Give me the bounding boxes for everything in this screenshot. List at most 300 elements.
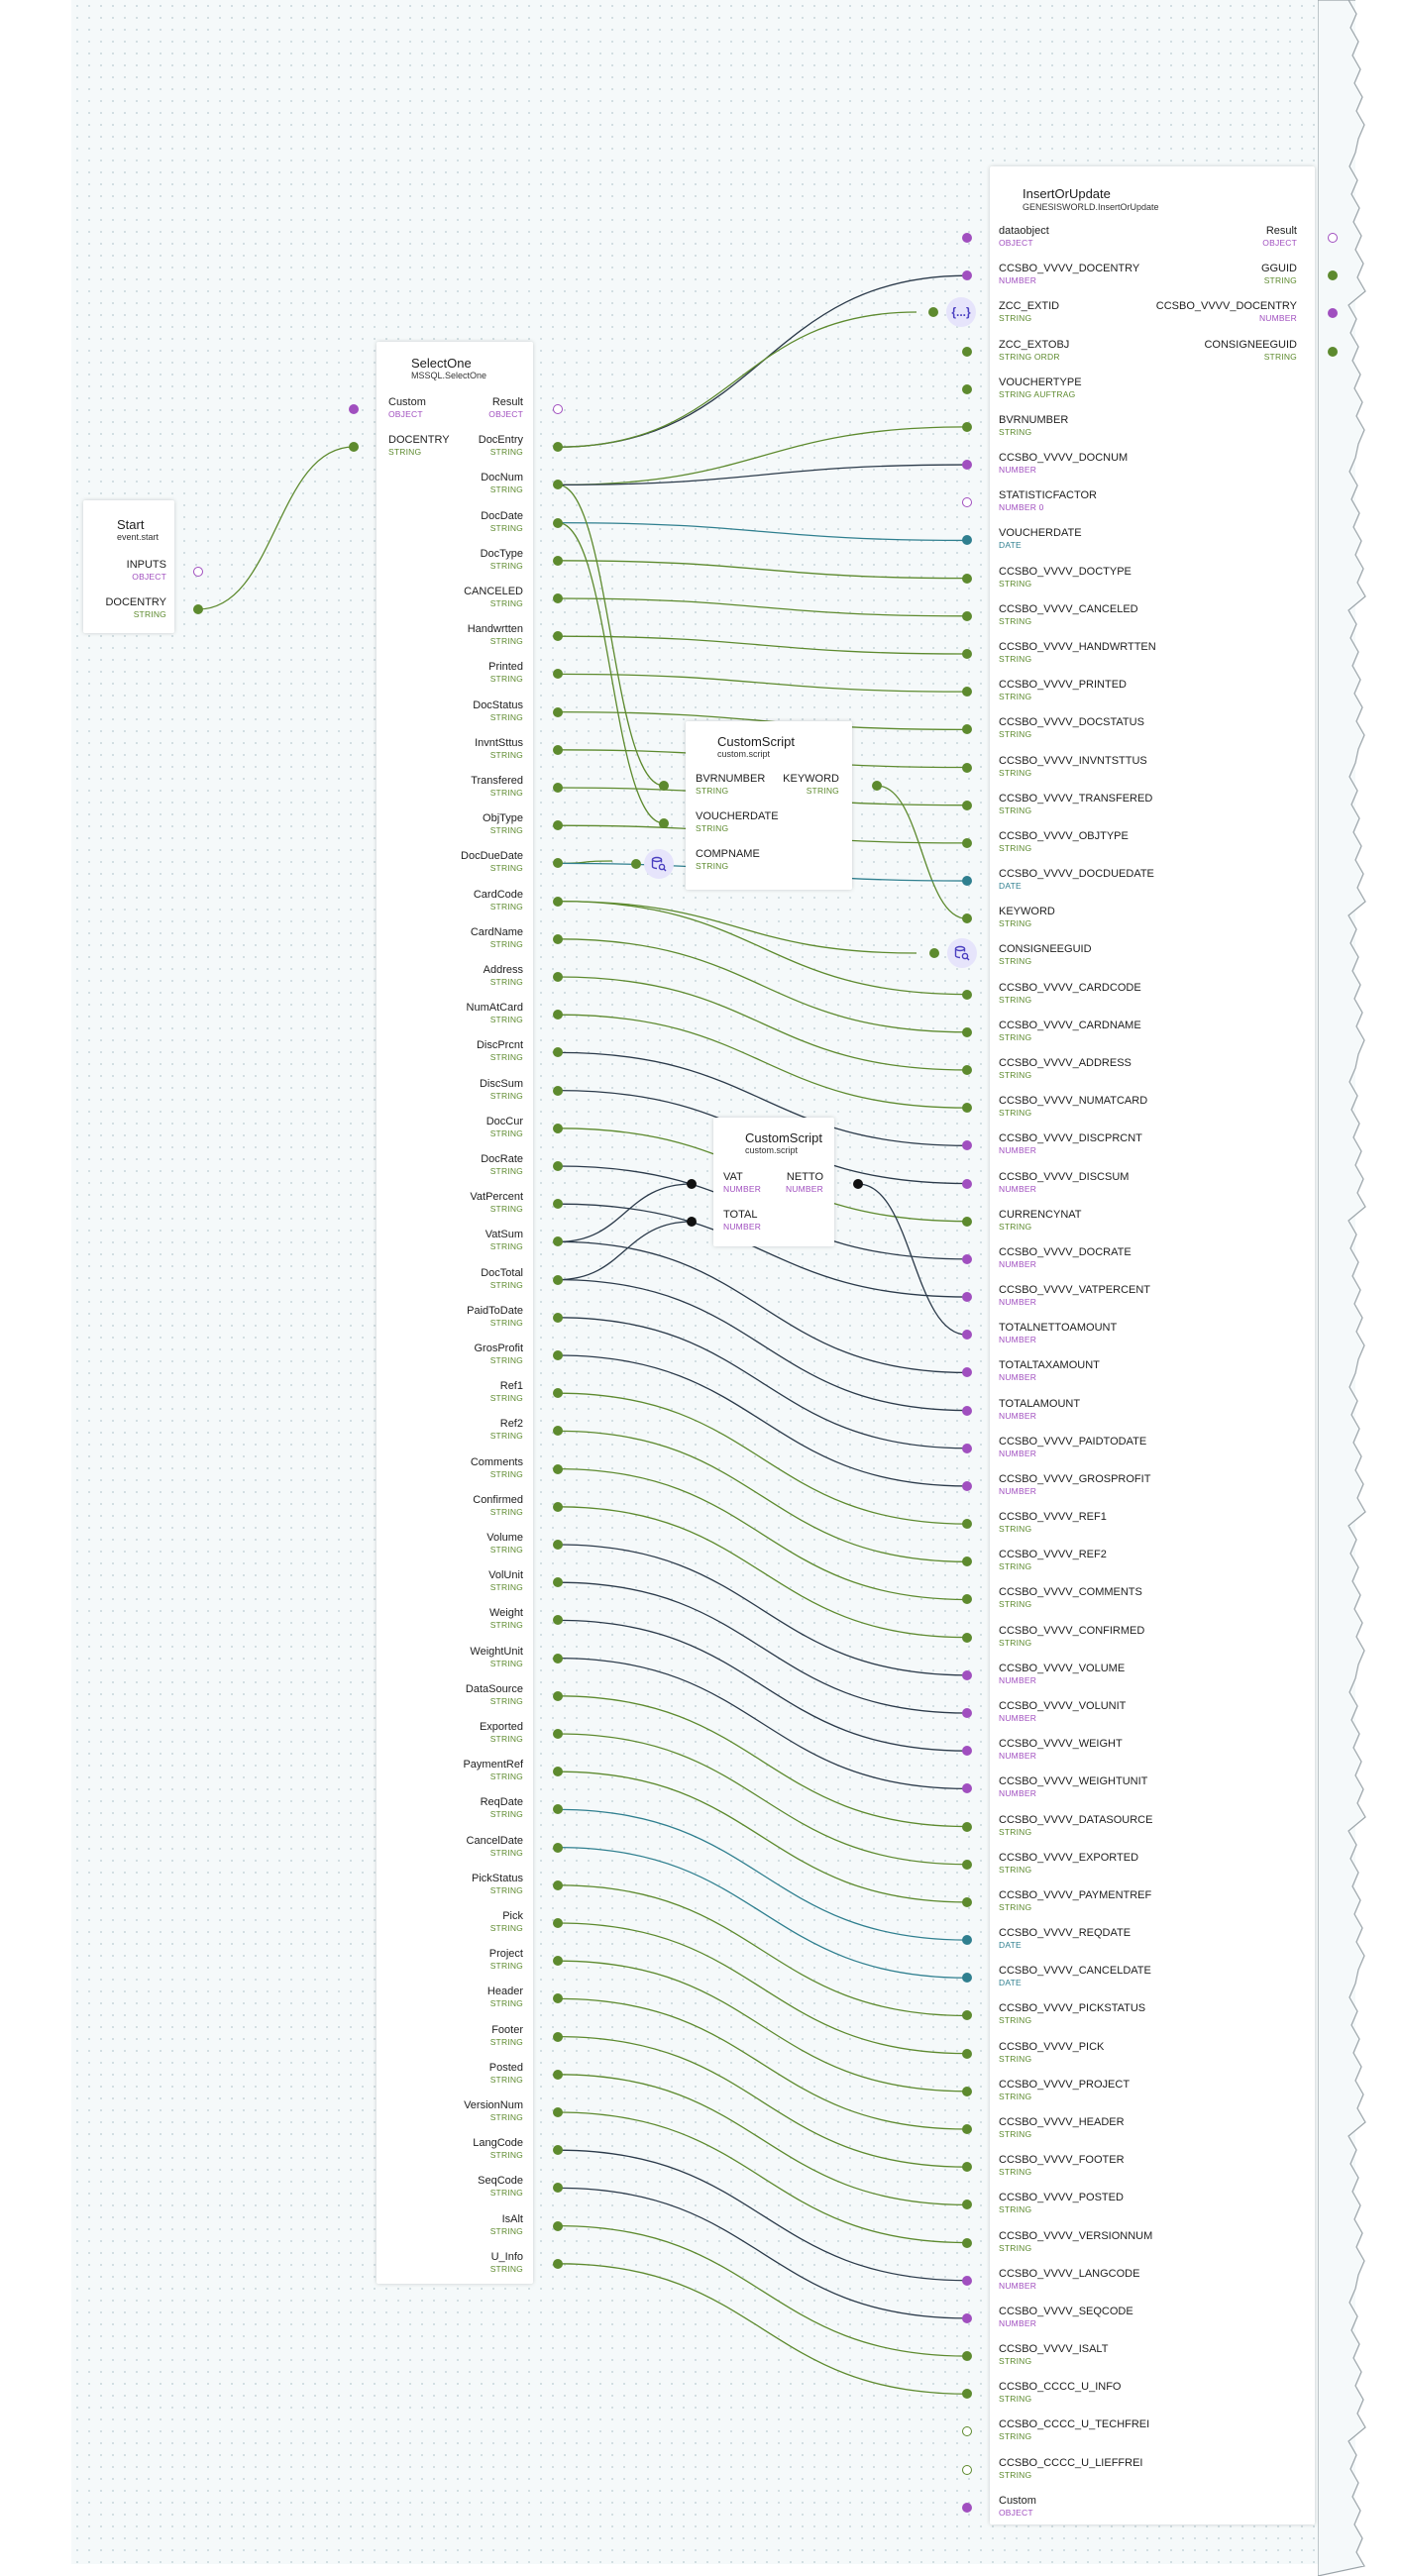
wire-doctype bbox=[558, 561, 967, 579]
port-handle-volume[interactable] bbox=[553, 1540, 563, 1550]
port-doctype bbox=[481, 548, 523, 572]
port-handle-discsum[interactable] bbox=[553, 1086, 563, 1096]
port-ccsbo-vvvv-isalt bbox=[999, 2343, 1108, 2367]
port-handle-keyword[interactable] bbox=[872, 781, 882, 791]
port-paidtodate bbox=[467, 1305, 523, 1329]
wire-posted bbox=[558, 2075, 967, 2205]
port-handle-doccur[interactable] bbox=[553, 1124, 563, 1133]
port-docentry bbox=[105, 596, 166, 620]
port-handle-consigneeguid[interactable] bbox=[1328, 347, 1338, 357]
port-docduedate bbox=[461, 850, 523, 874]
port-name: DocType bbox=[480, 547, 523, 560]
port-name: CCSBO_VVVV_VERSIONNUM bbox=[999, 2229, 1153, 2242]
port-ref2 bbox=[490, 1418, 523, 1442]
port-type: STRING bbox=[489, 636, 523, 647]
port-name: WeightUnit bbox=[470, 1645, 523, 1658]
port-type: STRING bbox=[489, 1771, 523, 1782]
port-name: CCSBO_VVVV_SEQCODE bbox=[999, 2305, 1133, 2317]
port-name: VatSum bbox=[485, 1229, 523, 1241]
port-name: CCSBO_VVVV_EXPORTED bbox=[999, 1851, 1139, 1864]
port-type: STRING bbox=[999, 767, 1032, 778]
port-handle-ccsbo-vvvv-handwrtten[interactable] bbox=[962, 649, 972, 659]
port-versionnum bbox=[464, 2099, 523, 2123]
port-handle-docdate[interactable] bbox=[553, 518, 563, 528]
port-handle-invntsttus[interactable] bbox=[553, 745, 563, 755]
port-type: OBJECT bbox=[132, 572, 166, 582]
port-project bbox=[489, 1948, 523, 1972]
port-name: CANCELED bbox=[464, 586, 523, 597]
port-type: STRING bbox=[999, 805, 1032, 815]
port-ccsbo-vvvv-weight bbox=[999, 1738, 1123, 1762]
port-handle-footer[interactable] bbox=[553, 2032, 563, 2042]
port-handle-ccsbo-vvvv-seqcode[interactable] bbox=[962, 2313, 972, 2323]
port-ccsbo-vvvv-invntsttus bbox=[999, 755, 1147, 779]
port-name: CCSBO_VVVV_ISALT bbox=[999, 2343, 1109, 2356]
port-name: CCSBO_VVVV_DOCDUEDATE bbox=[999, 868, 1154, 881]
port-ccsbo-vvvv-docnum bbox=[999, 452, 1128, 476]
port-handle-ccsbo-vvvv-cardname[interactable] bbox=[962, 1027, 972, 1037]
port-handle-paidtodate[interactable] bbox=[553, 1313, 563, 1323]
port-ccsbo-vvvv-docrate bbox=[999, 1246, 1132, 1270]
wire-ref2 bbox=[558, 1431, 967, 1561]
port-type: STRING bbox=[489, 1204, 523, 1215]
port-gguid bbox=[1261, 263, 1297, 286]
wire-totaltax bbox=[558, 1241, 967, 1372]
port-name: CCSBO_VVVV_CANCELED bbox=[999, 602, 1138, 615]
port-handle-result[interactable] bbox=[553, 404, 563, 414]
wire-vat bbox=[558, 1184, 692, 1241]
port-handle-address[interactable] bbox=[553, 972, 563, 982]
port-name: COMPNAME bbox=[696, 848, 760, 860]
port-ccsbo-vvvv-numatcard bbox=[999, 1095, 1147, 1119]
port-u-info bbox=[490, 2251, 523, 2275]
wire-isalt bbox=[558, 2226, 967, 2356]
port-handle-docrate[interactable] bbox=[553, 1161, 563, 1171]
port-type: NUMBER bbox=[999, 275, 1037, 286]
port-name: CCSBO_VVVV_PROJECT bbox=[999, 2078, 1131, 2091]
wire-zcc bbox=[558, 312, 917, 447]
port-docdate bbox=[481, 510, 523, 534]
port-name: VOUCHERDATE bbox=[696, 810, 779, 822]
port-handle-cardcode[interactable] bbox=[553, 897, 563, 907]
port-handle-ccsbo-vvvv-canceled[interactable] bbox=[962, 611, 972, 621]
port-ccsbo-vvvv-ref1 bbox=[999, 1511, 1107, 1535]
port-type: STRING bbox=[999, 1524, 1032, 1535]
port-handle-doctype[interactable] bbox=[553, 556, 563, 566]
port-statisticfactor bbox=[999, 489, 1097, 513]
port-handle-datasource[interactable] bbox=[553, 1691, 563, 1701]
port-handle-transfered[interactable] bbox=[553, 783, 563, 793]
wire-comments bbox=[558, 1469, 967, 1600]
port-type: STRING bbox=[489, 901, 523, 912]
port-name: VOUCHERTYPE bbox=[999, 376, 1082, 388]
port-name: BVRNUMBER bbox=[999, 413, 1069, 426]
port-netto bbox=[786, 1171, 823, 1195]
port-name: DocDate bbox=[481, 509, 523, 522]
port-canceldate bbox=[467, 1835, 523, 1859]
port-handle-weightunit[interactable] bbox=[553, 1654, 563, 1664]
port-handle-canceldate[interactable] bbox=[553, 1843, 563, 1853]
wire-weight bbox=[558, 1620, 967, 1751]
port-type: NUMBER bbox=[723, 1184, 762, 1194]
port-consigneeguid bbox=[999, 943, 1092, 967]
port-ccsbo-vvvv-paidtodate bbox=[999, 1436, 1146, 1459]
port-handle-versionnum[interactable] bbox=[553, 2107, 563, 2117]
port-ccsbo-vvvv-versionnum bbox=[999, 2230, 1152, 2254]
port-handle-ccsbo-vvvv-doctype[interactable] bbox=[962, 574, 972, 584]
wire-grosprofit bbox=[558, 1355, 967, 1486]
port-type: STRING bbox=[489, 674, 523, 685]
port-handle-ccsbo-vvvv-vatpercent[interactable] bbox=[962, 1292, 972, 1302]
port-name: CCSBO_VVVV_PAYMENTREF bbox=[999, 1888, 1152, 1901]
port-handle-comments[interactable] bbox=[553, 1464, 563, 1474]
port-ccsbo-vvvv-docentry bbox=[1156, 300, 1297, 324]
port-name: CCSBO_VVVV_COMMENTS bbox=[999, 1586, 1142, 1599]
port-type: STRING bbox=[489, 788, 523, 798]
port-name: CCSBO_VVVV_DOCENTRY bbox=[999, 263, 1140, 275]
port-handle-dataobject[interactable] bbox=[962, 233, 972, 243]
port-handle-voucherdate[interactable] bbox=[659, 818, 669, 828]
port-type: STRING bbox=[806, 786, 839, 796]
badge-port[interactable] bbox=[631, 859, 641, 869]
port-ccsbo-vvvv-reqdate bbox=[999, 1927, 1131, 1951]
port-ccsbo-vvvv-volume bbox=[999, 1663, 1125, 1686]
node-title: CustomScript bbox=[717, 734, 796, 749]
port-name: CCSBO_VVVV_INVNTSTTUS bbox=[999, 754, 1147, 767]
port-type: OBJECT bbox=[999, 2507, 1033, 2518]
port-pickstatus bbox=[472, 1873, 523, 1896]
port-type: NUMBER 0 bbox=[999, 502, 1044, 513]
port-type: STRING bbox=[489, 484, 523, 495]
port-type: DATE bbox=[999, 1978, 1022, 1988]
port-handle-ccsbo-vvvv-project[interactable] bbox=[962, 2087, 972, 2096]
wire-langcode bbox=[558, 2150, 967, 2281]
port-type: STRING bbox=[489, 447, 523, 458]
port-seqcode bbox=[478, 2175, 523, 2199]
port-name: Ref1 bbox=[499, 1380, 523, 1393]
port-type: STRING bbox=[999, 842, 1032, 853]
port-handle-docentry[interactable] bbox=[193, 604, 203, 614]
port-handle-docentry[interactable] bbox=[349, 442, 359, 452]
wire-volume bbox=[558, 1545, 967, 1675]
wire-paidtodate bbox=[558, 1318, 967, 1449]
port-name: VAT bbox=[723, 1171, 743, 1183]
port-type: STRING bbox=[999, 1561, 1032, 1572]
port-handle-vat[interactable] bbox=[687, 1179, 697, 1189]
port-type: STRING bbox=[489, 1127, 523, 1138]
port-handle-ccsbo-vvvv-docduedate[interactable] bbox=[962, 876, 972, 886]
port-handle-totalamount[interactable] bbox=[962, 1406, 972, 1416]
node-script2[interactable] bbox=[713, 1118, 834, 1246]
wire-paymentref bbox=[558, 1771, 967, 1902]
port-type: STRING bbox=[489, 2112, 523, 2122]
port-volume bbox=[486, 1532, 523, 1556]
port-name: DocCur bbox=[485, 1115, 523, 1127]
port-zcc-extid bbox=[999, 300, 1059, 324]
port-handle-total[interactable] bbox=[687, 1217, 697, 1227]
port-ccsbo-vvvv-confirmed bbox=[999, 1625, 1144, 1649]
port-handle-custom[interactable] bbox=[962, 2503, 972, 2513]
wire-footer bbox=[558, 2037, 967, 2168]
port-langcode bbox=[473, 2137, 523, 2161]
port-ccsbo-vvvv-comments bbox=[999, 1586, 1142, 1610]
port-address bbox=[484, 964, 523, 988]
port-name: CONSIGNEEGUID bbox=[999, 943, 1092, 956]
port-ccsbo-vvvv-volunit bbox=[999, 1700, 1126, 1724]
wire-seqcode bbox=[558, 2188, 967, 2318]
port-totalamount bbox=[999, 1398, 1080, 1422]
port-name: DOCENTRY bbox=[388, 434, 450, 446]
badge-port[interactable] bbox=[929, 948, 939, 958]
port-ccsbo-vvvv-canceled bbox=[999, 603, 1138, 627]
port-name: CCSBO_VVVV_PRINTED bbox=[999, 679, 1127, 692]
port-handle-ccsbo-vvvv-pick[interactable] bbox=[962, 2049, 972, 2059]
port-name: VatPercent bbox=[470, 1191, 523, 1204]
port-name: U_Info bbox=[490, 2250, 523, 2263]
port-volunit bbox=[488, 1569, 523, 1593]
badge-port[interactable] bbox=[928, 307, 938, 317]
port-handle-pickstatus[interactable] bbox=[553, 1880, 563, 1890]
port-type: STRING bbox=[999, 1637, 1032, 1648]
port-handle-bvrnumber[interactable] bbox=[962, 422, 972, 432]
port-handle-ccsbo-cccc-u-lieffrei[interactable] bbox=[962, 2465, 972, 2475]
port-handle-ccsbo-vvvv-cardcode[interactable] bbox=[962, 990, 972, 1000]
node-subtitle: custom.script bbox=[745, 1145, 799, 1155]
port-totaltaxamount bbox=[999, 1359, 1100, 1383]
port-ccsbo-vvvv-cardname bbox=[999, 1020, 1141, 1043]
port-name: CardCode bbox=[473, 888, 523, 901]
port-name: Ref2 bbox=[499, 1418, 523, 1431]
port-handle-posted[interactable] bbox=[553, 2070, 563, 2080]
port-voucherdate bbox=[696, 810, 779, 834]
port-type: STRING bbox=[489, 1166, 523, 1176]
wire-docentry bbox=[198, 447, 354, 609]
port-type: DATE bbox=[999, 1940, 1022, 1951]
port-handle-doctotal[interactable] bbox=[553, 1275, 563, 1285]
port-handle-confirmed[interactable] bbox=[553, 1502, 563, 1512]
port-ccsbo-vvvv-discprcnt bbox=[999, 1132, 1142, 1156]
port-handle-grosprofit[interactable] bbox=[553, 1350, 563, 1360]
port-name: TOTAL bbox=[723, 1209, 758, 1221]
port-name: Result bbox=[1265, 225, 1297, 237]
port-type: NUMBER bbox=[999, 2280, 1037, 2291]
port-ccsbo-vvvv-posted bbox=[999, 2192, 1124, 2215]
port-type: STRING bbox=[489, 1809, 523, 1820]
port-name: Address bbox=[483, 964, 523, 976]
port-reqdate bbox=[481, 1796, 523, 1820]
port-type: OBJECT bbox=[488, 409, 523, 419]
port-type: STRING bbox=[489, 1431, 523, 1442]
port-handle-cardname[interactable] bbox=[553, 934, 563, 944]
port-total bbox=[723, 1209, 761, 1233]
port-cardcode bbox=[474, 889, 523, 912]
db-search-icon[interactable] bbox=[644, 849, 674, 879]
port-handle-ccsbo-vvvv-grosprofit[interactable] bbox=[962, 1481, 972, 1491]
port-type: STRING bbox=[489, 1582, 523, 1593]
port-ccsbo-vvvv-discsum bbox=[999, 1171, 1129, 1195]
port-handle-exported[interactable] bbox=[553, 1729, 563, 1739]
port-type: STRING bbox=[999, 2469, 1032, 2480]
port-name: TOTALAMOUNT bbox=[999, 1397, 1081, 1410]
port-type: STRING bbox=[489, 1961, 523, 1972]
port-vatpercent bbox=[470, 1191, 523, 1215]
port-handle-ccsbo-vvvv-header[interactable] bbox=[962, 2124, 972, 2134]
port-name: CancelDate bbox=[466, 1834, 523, 1847]
port-type: STRING bbox=[489, 938, 523, 949]
port-handle-vouchertype[interactable] bbox=[962, 384, 972, 394]
port-name: INPUTS bbox=[126, 559, 166, 571]
port-invntsttus bbox=[475, 737, 523, 761]
port-handle-docstatus[interactable] bbox=[553, 707, 563, 717]
port-handle-ccsbo-vvvv-address[interactable] bbox=[962, 1065, 972, 1075]
port-handle-ccsbo-vvvv-docrate[interactable] bbox=[962, 1254, 972, 1264]
port-ccsbo-vvvv-ref2 bbox=[999, 1549, 1107, 1572]
port-handle-pick[interactable] bbox=[553, 1918, 563, 1928]
node-title: CustomScript bbox=[745, 1130, 823, 1145]
port-name: Comments bbox=[470, 1455, 523, 1468]
port-handle-ccsbo-vvvv-langcode[interactable] bbox=[962, 2276, 972, 2286]
port-ccsbo-vvvv-handwrtten bbox=[999, 641, 1156, 665]
wire-header bbox=[558, 1998, 967, 2129]
port-handle-ccsbo-vvvv-versionnum[interactable] bbox=[962, 2238, 972, 2248]
wire-reqdate bbox=[558, 1809, 967, 1940]
port-docrate bbox=[481, 1153, 523, 1177]
port-type: NUMBER bbox=[999, 1410, 1037, 1421]
wire-consignee bbox=[558, 902, 917, 953]
port-name: Handwrtten bbox=[467, 623, 523, 636]
port-doctotal bbox=[481, 1267, 523, 1291]
port-handle-ccsbo-vvvv-exported[interactable] bbox=[962, 1860, 972, 1870]
port-ccsbo-vvvv-printed bbox=[999, 679, 1127, 702]
wire-s1-vd bbox=[558, 523, 664, 823]
port-weightunit bbox=[470, 1646, 523, 1669]
port-handle-isalt[interactable] bbox=[553, 2221, 563, 2231]
port-handle-ccsbo-vvvv-discsum[interactable] bbox=[962, 1179, 972, 1189]
port-name: Project bbox=[488, 1948, 523, 1961]
port-type: STRING bbox=[1263, 275, 1297, 286]
port-name: Printed bbox=[488, 661, 523, 674]
port-type: STRING bbox=[999, 615, 1032, 626]
port-type: STRING bbox=[489, 1279, 523, 1290]
port-handle-ccsbo-vvvv-volume[interactable] bbox=[962, 1670, 972, 1680]
port-handle-bvrnumber[interactable] bbox=[659, 781, 669, 791]
db-search-icon[interactable] bbox=[947, 938, 977, 968]
port-handle-ccsbo-vvvv-objtype[interactable] bbox=[962, 838, 972, 848]
port-handle-ccsbo-vvvv-paymentref[interactable] bbox=[962, 1897, 972, 1907]
wire-s1-bvr bbox=[558, 484, 664, 786]
port-objtype bbox=[483, 812, 523, 836]
port-handle-custom[interactable] bbox=[349, 404, 359, 414]
port-numatcard bbox=[467, 1002, 523, 1025]
port-handle-ccsbo-vvvv-datasource[interactable] bbox=[962, 1822, 972, 1832]
port-bvrnumber bbox=[999, 414, 1068, 438]
node-insert[interactable] bbox=[990, 166, 1315, 2524]
port-type: OBJECT bbox=[999, 238, 1033, 248]
port-name: CCSBO_VVVV_ADDRESS bbox=[999, 1056, 1132, 1069]
port-type: STRING bbox=[489, 1734, 523, 1744]
port-type: NUMBER bbox=[999, 1183, 1037, 1194]
port-type: NUMBER bbox=[999, 1335, 1037, 1345]
port-type: STRING bbox=[489, 1468, 523, 1479]
port-handle-ccsbo-vvvv-transfered[interactable] bbox=[962, 801, 972, 810]
wire-weightunit bbox=[558, 1659, 967, 1789]
port-type: STRING bbox=[999, 2431, 1032, 2442]
port-type: STRING bbox=[489, 2263, 523, 2274]
port-result bbox=[488, 396, 523, 420]
port-confirmed bbox=[473, 1494, 523, 1518]
port-name: DOCENTRY bbox=[105, 596, 166, 608]
node-start[interactable] bbox=[83, 500, 174, 633]
port-name: GGUID bbox=[1260, 263, 1297, 275]
port-handle-zcc-extobj[interactable] bbox=[962, 347, 972, 357]
port-name: SeqCode bbox=[478, 2175, 523, 2188]
port-type: STRING bbox=[696, 823, 729, 833]
port-type: STRING bbox=[999, 2204, 1032, 2215]
port-handle-ccsbo-vvvv-volunit[interactable] bbox=[962, 1708, 972, 1718]
port-type: NUMBER bbox=[999, 1485, 1037, 1496]
port-type: NUMBER bbox=[999, 1713, 1037, 1724]
port-name: CCSBO_VVVV_PAIDTODATE bbox=[999, 1435, 1147, 1448]
port-handle-netto[interactable] bbox=[853, 1179, 863, 1189]
port-handle-ccsbo-vvvv-confirmed[interactable] bbox=[962, 1633, 972, 1643]
port-type: NUMBER bbox=[999, 1674, 1037, 1685]
port-type: NUMBER bbox=[999, 1258, 1037, 1269]
wire-docnum bbox=[558, 465, 967, 484]
port-type: NUMBER bbox=[999, 1751, 1037, 1762]
node-select[interactable] bbox=[377, 342, 533, 2284]
port-handle-result[interactable] bbox=[1328, 233, 1338, 243]
braces-icon[interactable]: {...} bbox=[946, 297, 976, 327]
port-name: CCSBO_CCCC_U_INFO bbox=[999, 2381, 1122, 2394]
port-name: CCSBO_VVVV_DATASOURCE bbox=[999, 1813, 1153, 1826]
port-type: STRING bbox=[999, 956, 1032, 967]
port-type: NUMBER bbox=[999, 1297, 1037, 1308]
port-handle-u-info[interactable] bbox=[553, 2259, 563, 2269]
node-script1[interactable] bbox=[686, 721, 852, 890]
port-voucherdate bbox=[999, 527, 1082, 551]
port-handwrtten bbox=[468, 623, 523, 647]
port-name: VersionNum bbox=[464, 2099, 523, 2111]
port-type: STRING bbox=[999, 1031, 1032, 1042]
port-type: STRING bbox=[489, 522, 523, 533]
port-name: TOTALTAXAMOUNT bbox=[999, 1359, 1100, 1372]
port-handle-currencynat[interactable] bbox=[962, 1217, 972, 1227]
port-ccsbo-vvvv-langcode bbox=[999, 2268, 1139, 2292]
port-vat bbox=[723, 1171, 761, 1195]
port-ccsbo-vvvv-weightunit bbox=[999, 1775, 1147, 1799]
port-name: DiscSum bbox=[479, 1077, 523, 1090]
port-handle-canceled[interactable] bbox=[553, 593, 563, 603]
port-type: STRING bbox=[489, 2150, 523, 2161]
port-ccsbo-vvvv-cardcode bbox=[999, 982, 1141, 1006]
port-bvrnumber bbox=[696, 773, 765, 797]
port-handle-ccsbo-vvvv-invntsttus[interactable] bbox=[962, 763, 972, 773]
port-type: STRING bbox=[489, 1884, 523, 1895]
port-type: STRING bbox=[999, 2356, 1032, 2367]
port-name: VolUnit bbox=[488, 1569, 523, 1582]
port-handle-ccsbo-vvvv-paidtodate[interactable] bbox=[962, 1444, 972, 1453]
port-handle-inputs[interactable] bbox=[193, 567, 203, 577]
port-paymentref bbox=[463, 1759, 523, 1782]
wire-totalamount bbox=[558, 1280, 967, 1411]
port-type: STRING bbox=[489, 977, 523, 987]
port-type: NUMBER bbox=[999, 1448, 1037, 1458]
port-name: CCSBO_VVVV_GROSPROFIT bbox=[999, 1472, 1151, 1485]
port-type: STRING bbox=[489, 2074, 523, 2085]
port-name: DataSource bbox=[465, 1682, 523, 1695]
port-type: STRING bbox=[489, 1695, 523, 1706]
port-name: CCSBO_VVVV_WEIGHT bbox=[999, 1738, 1123, 1751]
